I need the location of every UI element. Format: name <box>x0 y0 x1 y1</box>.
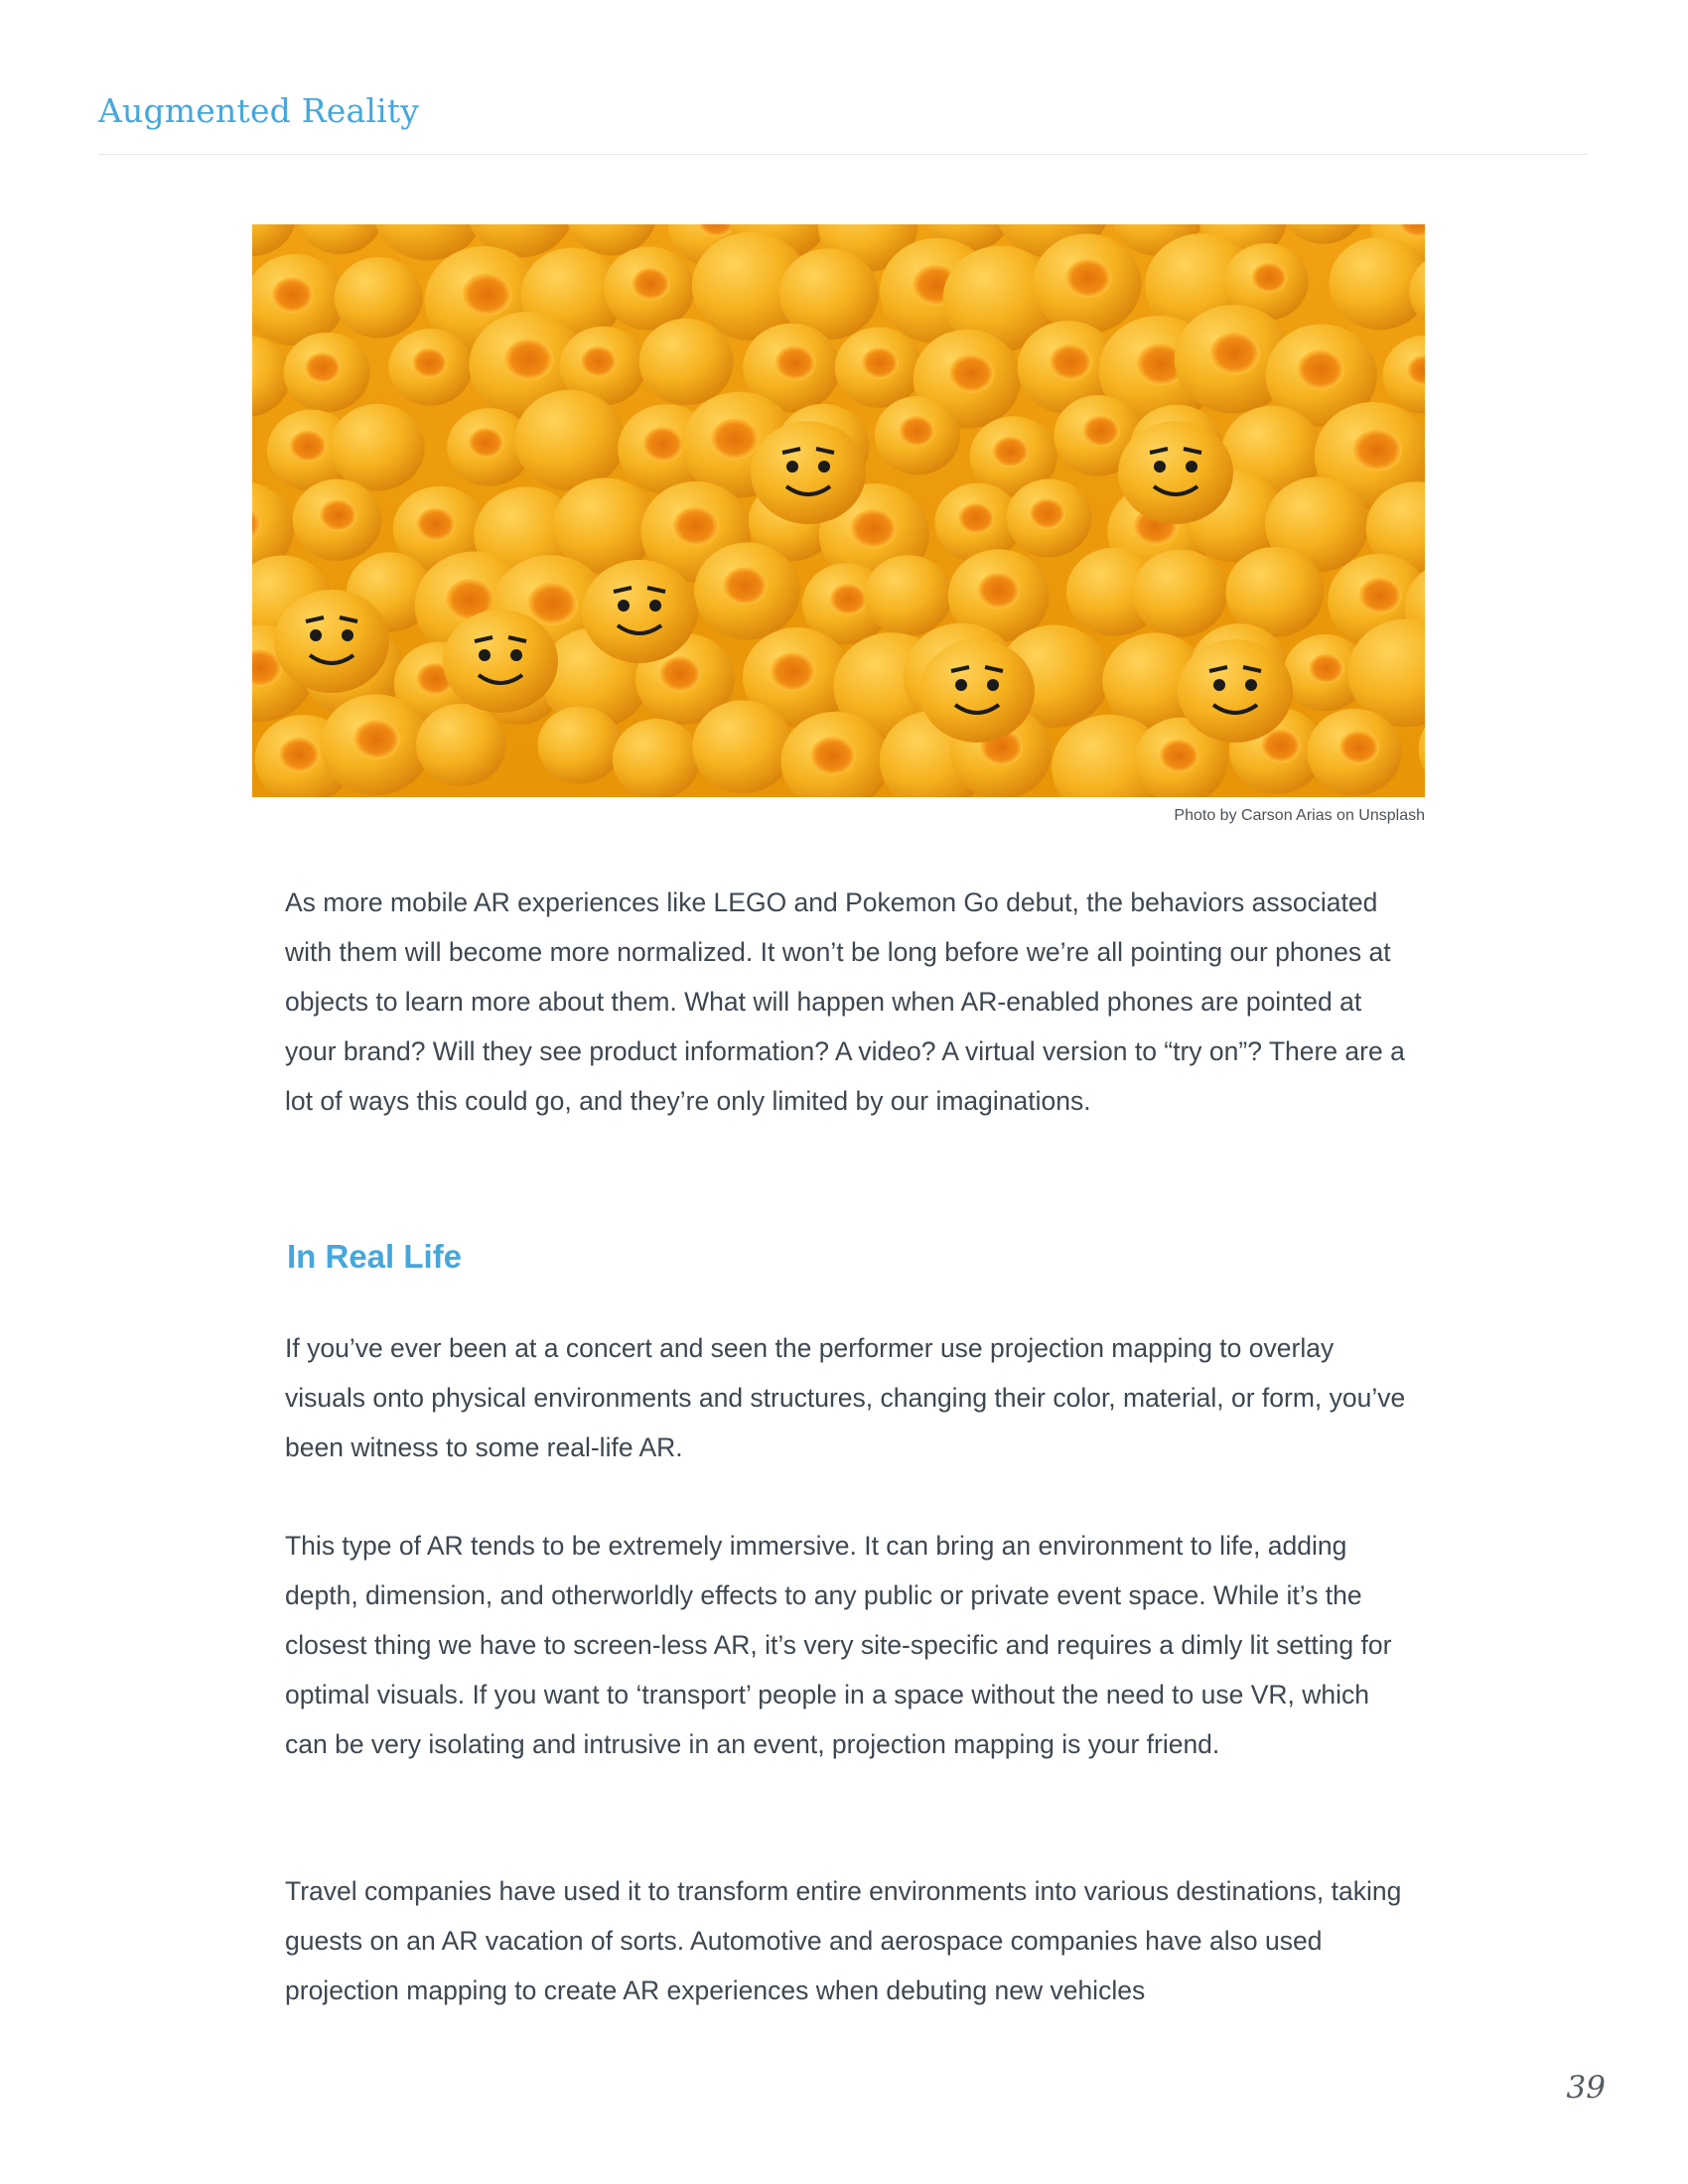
toy-head <box>1307 709 1401 796</box>
toy-head <box>604 246 695 330</box>
toy-head <box>330 404 424 491</box>
body-paragraph-concert: If you’ve ever been at a concert and seen the performer use projection mapping to overlay visuals onto physical environments and structures, changing their color, material, or form, you’ve been witness to some real-life AR. <box>285 1333 1406 1462</box>
toy-head <box>283 333 369 412</box>
toy-head <box>416 704 506 786</box>
toy-face <box>582 560 697 663</box>
lego-heads-illustration <box>252 224 1425 797</box>
toy-face <box>919 639 1035 743</box>
toy-head <box>388 329 472 406</box>
toy-head <box>613 719 700 797</box>
toy-face <box>1118 421 1233 524</box>
toy-head <box>864 555 951 635</box>
toy-head <box>538 706 623 783</box>
toy-head <box>321 694 431 795</box>
body-paragraph-immersive: This type of AR tends to be extremely immersive. It can bring an environment to life, adding depth, dimension, and otherworldly effects to any public or private event space. While it’s the closest thing we have to screen-less AR, it’s very site-specific and requires a dimly lit setting for optimal visuals. If you want to ‘transport’ people in a space without the need to use VR, which can be very isolating and intrusive in an event, projection mapping is your friend. <box>285 1531 1392 1759</box>
toy-head <box>875 396 960 475</box>
hero-photo-lego-heads <box>252 224 1425 797</box>
intro-paragraph: As more mobile AR experiences like LEGO and Pokemon Go debut, the behaviors associated with them will become more normalized. It won’t be long before we’re all pointing our phones at objects to learn more about them. What will happen when AR-enabled phones are pointed at your brand? Will they see product information? A video? A virtual version to “try on”? There are a lot of ways this could go, and they’re only limited by our imaginations. <box>285 887 1405 1116</box>
toy-face <box>443 610 558 713</box>
section-heading-in-real-life: In Real Life <box>287 1238 463 1275</box>
toy-head <box>639 319 734 405</box>
body-paragraph-travel: Travel companies have used it to transform entire environments into various destinations, taking guests on an AR vacation of sorts. Automotive and aerospace companies have also used projection mapping to create AR experiences when debuting new vehicles <box>285 1876 1402 2005</box>
toy-head <box>335 257 423 339</box>
toy-head <box>692 700 793 793</box>
toy-head <box>293 478 382 561</box>
toy-head <box>694 542 800 639</box>
toy-head <box>514 390 625 491</box>
toy-face <box>274 590 389 693</box>
toy-face <box>1178 639 1293 743</box>
page-number: 39 <box>1566 2070 1606 2106</box>
toy-head <box>835 327 922 407</box>
toy-head <box>1007 478 1092 557</box>
running-header-title: Augmented Reality <box>98 91 420 130</box>
header-divider <box>98 154 1588 155</box>
toy-head <box>1132 549 1227 636</box>
photo-credit-caption: Photo by Carson Arias on Unsplash <box>1174 807 1425 824</box>
toy-face <box>751 421 866 524</box>
toy-head <box>1033 233 1141 334</box>
